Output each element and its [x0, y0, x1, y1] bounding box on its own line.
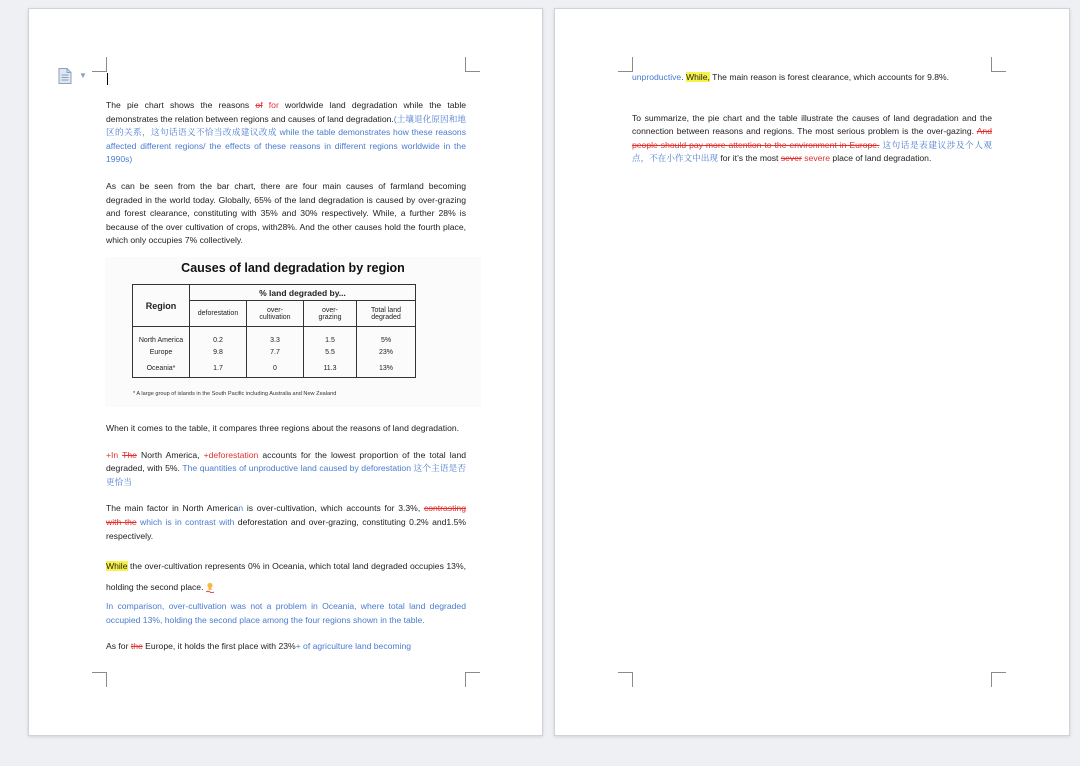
table-footnote: * A large group of islands in the South Pacific including Australia and New Zealand: [133, 391, 337, 397]
text-cursor: [107, 73, 108, 85]
review-comment: The quantities of unproductive land caused by deforestation 这个主语是否更恰当: [106, 463, 466, 487]
margin-corner-top-right: [465, 57, 480, 72]
document-page-1: [28, 8, 543, 736]
review-comment[interactable]: In comparison, over-cultivation was not a problem in Oceania, where total land degraded occupied 13%, holding the second place among the four regions shown in the table.: [106, 601, 466, 625]
page1-text-column: [106, 99, 466, 261]
figure-title: Causes of land degradation by region: [181, 261, 405, 275]
paragraph-main-factor[interactable]: The main factor in North American is over-cultivation, which accounts for 3.3%, contrasting with the which is in contrast with deforestation and over-grazing, constituting 0.2% and1.5% respectively.: [106, 503, 466, 541]
margin-corner-bottom-left: [92, 672, 107, 687]
chevron-down-icon[interactable]: ▼: [79, 71, 87, 80]
margin-corner-top-left: [92, 57, 107, 72]
col-over-grazing: over- grazing: [304, 301, 357, 327]
review-comment: 这句话是表建议涉及个人观点，不在小作文中出现: [632, 139, 993, 164]
col-over-cultivation: over- cultivation: [247, 301, 304, 327]
col-total: Total land degraded: [357, 301, 416, 327]
paragraph-oceania[interactable]: While the over-cultivation represents 0% in Oceania, which total land degraded occupies 13%, holding the second place.: [106, 561, 466, 593]
land-degradation-table-figure: [105, 257, 481, 407]
land-degradation-table: [132, 284, 416, 378]
document-icon[interactable]: [58, 68, 72, 84]
margin-corner-bottom-right: [465, 672, 480, 687]
page1-text-column-lower: [106, 422, 466, 667]
page2-text-column: [632, 71, 992, 179]
margin-corner-bottom-left: [618, 672, 633, 687]
margin-corner-top-right: [991, 57, 1006, 72]
col-deforestation: deforestation: [190, 301, 247, 327]
review-comment: (土壤退化原因和地区的关系，这句话语义不恰当改成建议改成 while the table demonstrates how these reasons affected different regions/ the effects of these reasons in different regions worldwide in the 1990s): [106, 113, 466, 165]
paragraph-europe[interactable]: As for the Europe, it holds the first place with 23%+ of agriculture land becoming: [106, 641, 412, 652]
table-row: North America 0.2 3.3 1.5 5%: [133, 327, 416, 344]
margin-corner-bottom-right: [991, 672, 1006, 687]
table-row: Europe 9.8 7.7 5.5 23%: [133, 344, 416, 361]
paragraph-intro[interactable]: The pie chart shows the reasons of for worldwide land degradation while the table demonstrates the relation between regions and causes of land degradation.(土壤退化原因和地区的关系，这句话语义不恰当改成建议改成 while the table demonstrates how these reasons affected different regions/ the effects of these reasons in different regions worldwide in the 1990s): [106, 100, 467, 165]
header-region: Region: [133, 285, 190, 327]
header-group: % land degraded by...: [190, 285, 416, 301]
paragraph-overview[interactable]: As can be seen from the bar chart, there are four main causes of farmland becoming degraded in the world today. Globally, 65% of the land degradation is caused by over-grazing and forest clearance, constituting with 35% and 30% respectively. While, a further 28% is because of the over cultivation of crops, with28%. And the other causes hold the fourth place, which only occupies 7% collectively.: [106, 180, 466, 246]
paragraph-summary[interactable]: To summarize, the pie chart and the table illustrate the causes of land degradation and the connection between reasons and regions. The most serious problem is the over-gazing. And people should pay more attention to the environment in Europe. 这句话是表建议涉及个人观点，不在小作文中出现 for it’s the most sever severe place of land degradation.: [632, 112, 993, 164]
document-page-2: [554, 8, 1070, 736]
comment-marker-icon[interactable]: [206, 582, 214, 593]
paragraph-europe-continued[interactable]: unproductive. While, The main reason is forest clearance, which accounts for 9.8%.: [632, 72, 950, 82]
paragraph-table-intro[interactable]: When it comes to the table, it compares three regions about the reasons of land degradation.: [106, 423, 460, 433]
table-row: Oceania* 1.7 0 11.3 13%: [133, 361, 416, 378]
paragraph-north-america[interactable]: +In The North America, +deforestation accounts for the lowest proportion of the total land degraded, with 5%. The quantities of unproductive land caused by deforestation 这个主语是否更恰当: [106, 449, 466, 487]
margin-corner-top-left: [618, 57, 633, 72]
